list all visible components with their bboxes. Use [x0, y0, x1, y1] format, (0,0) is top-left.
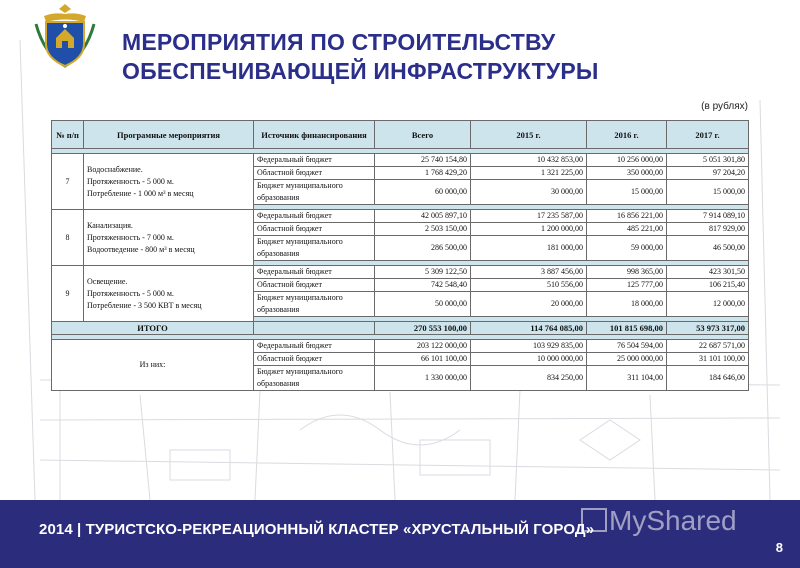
- value-cell: 5 051 301,80: [667, 154, 749, 167]
- header-total: Всего: [375, 121, 471, 149]
- header-2015: 2015 г.: [471, 121, 587, 149]
- value-cell: 31 101 100,00: [667, 353, 749, 366]
- page-title-line2: ОБЕСПЕЧИВАЮЩЕЙ ИНФРАСТРУКТУРЫ: [122, 58, 599, 84]
- footer-title: 2014 | ТУРИСТСКО-РЕКРЕАЦИОННЫЙ КЛАСТЕР «ХРУСТАЛЬНЫЙ ГОРОД»: [39, 521, 595, 538]
- value-cell: 97 204,20: [667, 167, 749, 180]
- source-cell: Бюджет муниципального образования: [254, 366, 375, 391]
- value-cell: 25 740 154,80: [375, 154, 471, 167]
- source-cell: Областной бюджет: [254, 279, 375, 292]
- program-line: Протяженность - 7 000 м.: [87, 232, 174, 242]
- program-line: Водоснабжение.: [87, 164, 143, 174]
- value-cell: 203 122 000,00: [375, 340, 471, 353]
- page-number: 8: [775, 540, 783, 555]
- value-cell: 184 646,00: [667, 366, 749, 391]
- program-description: [84, 210, 254, 266]
- value-cell: 10 256 000,00: [587, 154, 667, 167]
- total-value: 114 764 085,00: [471, 322, 587, 335]
- table-row: [52, 210, 749, 223]
- source-cell: Областной бюджет: [254, 223, 375, 236]
- value-cell: 15 000,00: [667, 180, 749, 205]
- total-value: 270 553 100,00: [375, 322, 471, 335]
- program-description: [84, 154, 254, 210]
- header-2017: 2017 г.: [667, 121, 749, 149]
- value-cell: 59 000,00: [587, 236, 667, 261]
- total-row: [52, 322, 749, 335]
- value-cell: 350 000,00: [587, 167, 667, 180]
- source-cell: Бюджет муниципального образования: [254, 236, 375, 261]
- value-cell: 1 768 429,20: [375, 167, 471, 180]
- source-cell: Областной бюджет: [254, 353, 375, 366]
- value-cell: 311 104,00: [587, 366, 667, 391]
- breakdown-row: [52, 340, 749, 353]
- table-header-row: [52, 121, 749, 149]
- value-cell: 1 200 000,00: [471, 223, 587, 236]
- footer-bar: [0, 500, 800, 568]
- program-line: Потребление - 3 500 КВТ в месяц: [87, 300, 202, 310]
- value-cell: 18 000,00: [587, 292, 667, 317]
- value-cell: 106 215,40: [667, 279, 749, 292]
- program-description: [84, 266, 254, 322]
- value-cell: 20 000,00: [471, 292, 587, 317]
- value-cell: 12 000,00: [667, 292, 749, 317]
- value-cell: 103 929 835,00: [471, 340, 587, 353]
- value-cell: 10 000 000,00: [471, 353, 587, 366]
- table-row: [52, 154, 749, 167]
- value-cell: 50 000,00: [375, 292, 471, 317]
- value-cell: 46 500,00: [667, 236, 749, 261]
- source-cell: Федеральный бюджет: [254, 266, 375, 279]
- header-source: Источник финансирования: [254, 121, 375, 149]
- value-cell: 181 000,00: [471, 236, 587, 261]
- header-number: № п/п: [52, 121, 84, 149]
- value-cell: 125 777,00: [587, 279, 667, 292]
- value-cell: 742 548,40: [375, 279, 471, 292]
- value-cell: 30 000,00: [471, 180, 587, 205]
- header-2016: 2016 г.: [587, 121, 667, 149]
- program-line: Освещение.: [87, 276, 128, 286]
- value-cell: 998 365,00: [587, 266, 667, 279]
- program-line: Водоотведение - 800 м³ в месяц: [87, 244, 195, 254]
- value-cell: 17 235 587,00: [471, 210, 587, 223]
- currency-unit-note: (в рублях): [701, 101, 748, 112]
- total-source-empty: [254, 322, 375, 335]
- source-cell: Бюджет муниципального образования: [254, 180, 375, 205]
- financing-table: [51, 120, 749, 391]
- program-line: Протяженность - 5 000 м.: [87, 288, 174, 298]
- value-cell: 5 309 122,50: [375, 266, 471, 279]
- value-cell: 423 301,50: [667, 266, 749, 279]
- program-line: Канализация.: [87, 220, 133, 230]
- value-cell: 485 221,00: [587, 223, 667, 236]
- breakdown-label: Из них:: [52, 340, 254, 391]
- value-cell: 817 929,00: [667, 223, 749, 236]
- value-cell: 66 101 100,00: [375, 353, 471, 366]
- value-cell: 834 250,00: [471, 366, 587, 391]
- value-cell: 286 500,00: [375, 236, 471, 261]
- value-cell: 10 432 853,00: [471, 154, 587, 167]
- source-cell: Федеральный бюджет: [254, 340, 375, 353]
- watermark-text: MyShared: [609, 505, 737, 536]
- value-cell: 25 000 000,00: [587, 353, 667, 366]
- page-title-line1: МЕРОПРИЯТИЯ ПО СТРОИТЕЛЬСТВУ: [122, 29, 556, 55]
- table-row: [52, 266, 749, 279]
- total-value: 53 973 317,00: [667, 322, 749, 335]
- value-cell: 22 687 571,00: [667, 340, 749, 353]
- value-cell: 7 914 089,10: [667, 210, 749, 223]
- source-cell: Федеральный бюджет: [254, 154, 375, 167]
- value-cell: 2 503 150,00: [375, 223, 471, 236]
- value-cell: 15 000,00: [587, 180, 667, 205]
- value-cell: 60 000,00: [375, 180, 471, 205]
- source-cell: Бюджет муниципального образования: [254, 292, 375, 317]
- value-cell: 510 556,00: [471, 279, 587, 292]
- source-cell: Областной бюджет: [254, 167, 375, 180]
- program-line: Протяженность - 5 000 м.: [87, 176, 174, 186]
- value-cell: 16 856 221,00: [587, 210, 667, 223]
- program-line: Потребление - 1 000 м³ в месяц: [87, 188, 194, 198]
- total-label: ИТОГО: [52, 322, 254, 335]
- total-value: 101 815 698,00: [587, 322, 667, 335]
- row-number: 7: [52, 154, 84, 210]
- value-cell: 1 330 000,00: [375, 366, 471, 391]
- value-cell: 76 504 594,00: [587, 340, 667, 353]
- value-cell: 3 887 456,00: [471, 266, 587, 279]
- source-cell: Федеральный бюджет: [254, 210, 375, 223]
- bryansk-coat-of-arms-icon: [34, 2, 96, 68]
- row-number: 8: [52, 210, 84, 266]
- financing-table-container: [51, 120, 748, 391]
- row-number: 9: [52, 266, 84, 322]
- value-cell: 42 005 897,10: [375, 210, 471, 223]
- page-title: [122, 28, 599, 86]
- value-cell: 1 321 225,00: [471, 167, 587, 180]
- header-program: Програмные мероприятия: [84, 121, 254, 149]
